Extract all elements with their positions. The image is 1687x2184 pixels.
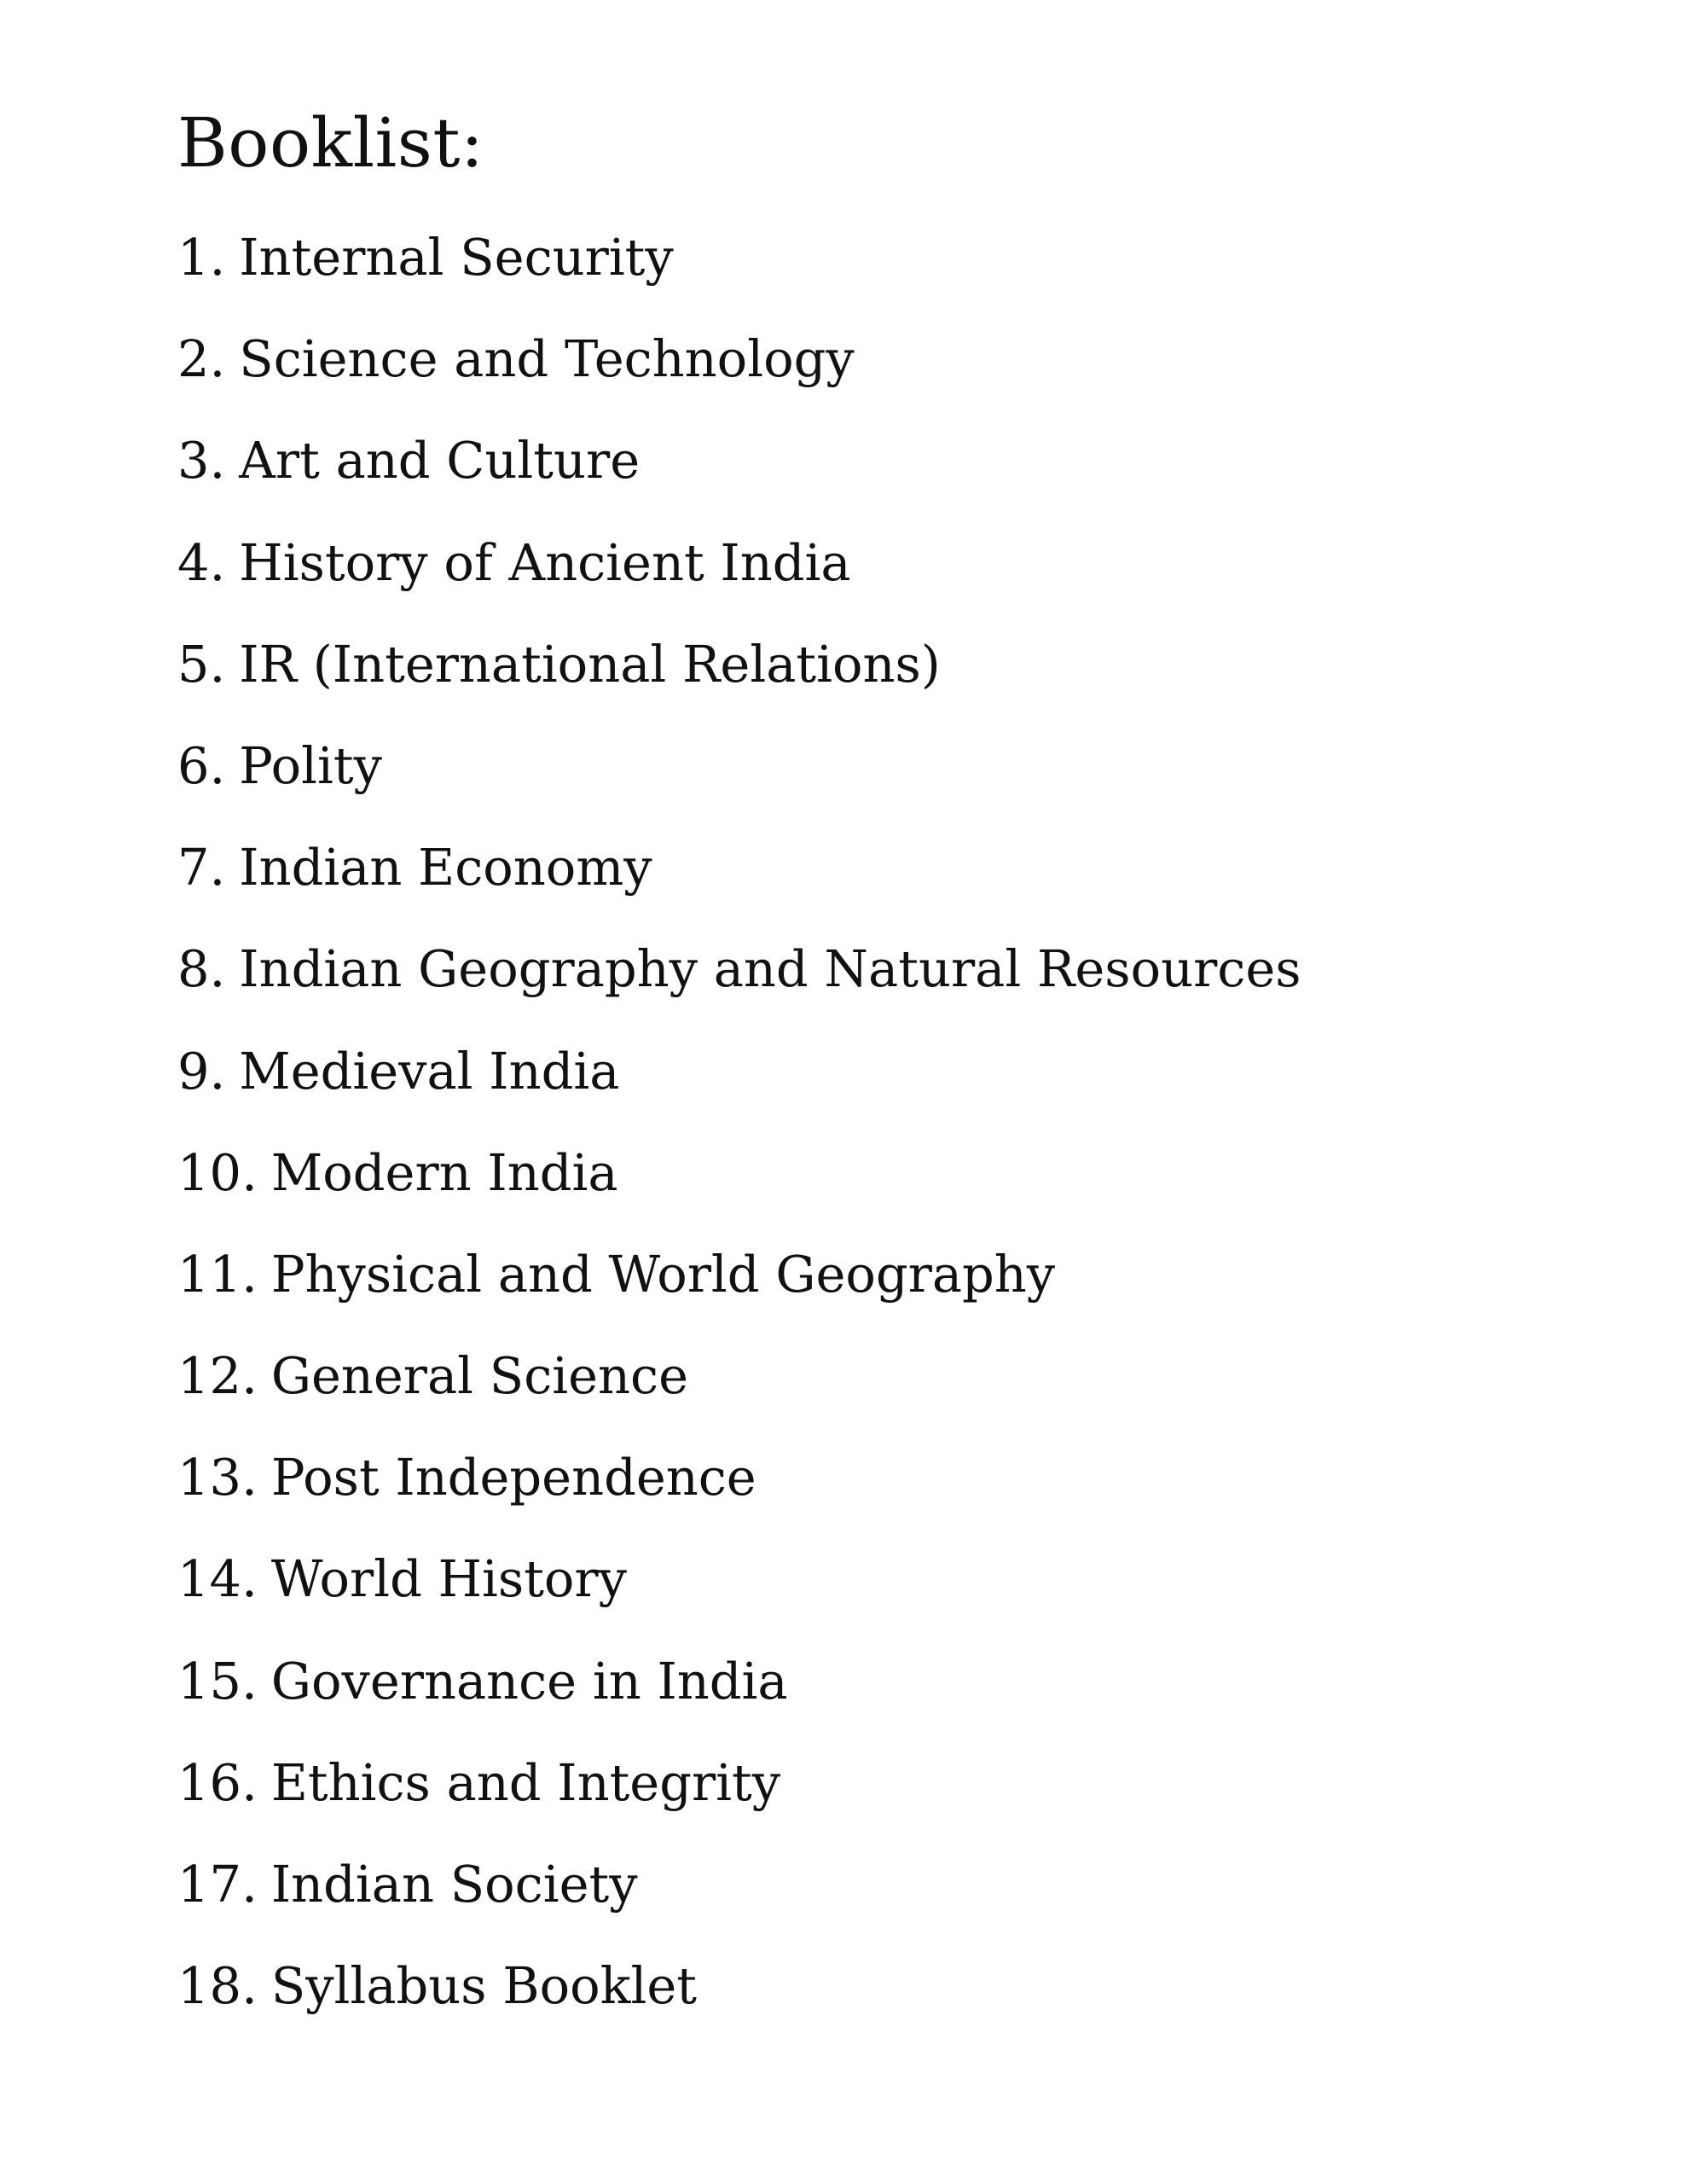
item-title: History of Ancient India bbox=[239, 532, 851, 592]
item-number: 13. bbox=[177, 1448, 258, 1507]
item-number: 8. bbox=[177, 939, 226, 999]
item-number: 11. bbox=[177, 1244, 258, 1304]
item-title: Indian Economy bbox=[239, 838, 652, 897]
list-item bbox=[177, 1647, 1301, 1749]
list-item bbox=[177, 1240, 1301, 1342]
item-title: Ethics and Integrity bbox=[270, 1752, 781, 1812]
item-title: Physical and World Geography bbox=[270, 1244, 1056, 1304]
item-title: World History bbox=[270, 1549, 627, 1609]
booklist bbox=[177, 224, 1301, 2053]
item-number: 15. bbox=[177, 1651, 258, 1711]
list-item bbox=[177, 1037, 1301, 1139]
item-number: 2. bbox=[177, 329, 226, 389]
list-item bbox=[177, 1749, 1301, 1850]
list-item bbox=[177, 1342, 1301, 1443]
item-title: Indian Society bbox=[270, 1855, 638, 1914]
list-item bbox=[177, 1139, 1301, 1240]
page-title: Booklist: bbox=[177, 103, 484, 183]
item-number: 7. bbox=[177, 838, 226, 897]
list-item bbox=[177, 1545, 1301, 1647]
item-title: Indian Geography and Natural Resources bbox=[239, 939, 1301, 999]
list-item bbox=[177, 1850, 1301, 1952]
list-item bbox=[177, 1443, 1301, 1545]
item-number: 12. bbox=[177, 1346, 258, 1406]
item-title: Polity bbox=[239, 735, 382, 795]
item-title: Governance in India bbox=[270, 1651, 788, 1711]
item-title: Internal Security bbox=[239, 228, 674, 287]
item-title: Art and Culture bbox=[239, 431, 641, 491]
list-item bbox=[177, 834, 1301, 935]
list-item bbox=[177, 224, 1301, 325]
list-item bbox=[177, 630, 1301, 732]
list-item bbox=[177, 935, 1301, 1037]
item-number: 17. bbox=[177, 1855, 258, 1914]
list-item bbox=[177, 529, 1301, 630]
list-item bbox=[177, 325, 1301, 427]
item-title: Post Independence bbox=[270, 1448, 757, 1507]
item-number: 4. bbox=[177, 532, 226, 592]
list-item bbox=[177, 427, 1301, 528]
item-title: Medieval India bbox=[239, 1041, 620, 1101]
item-title: IR (International Relations) bbox=[239, 634, 941, 694]
item-title: Modern India bbox=[270, 1142, 618, 1202]
list-item bbox=[177, 732, 1301, 834]
item-title: General Science bbox=[270, 1346, 689, 1406]
item-number: 14. bbox=[177, 1549, 258, 1609]
item-number: 6. bbox=[177, 735, 226, 795]
item-number: 9. bbox=[177, 1041, 226, 1101]
item-number: 16. bbox=[177, 1752, 258, 1812]
item-title: Syllabus Booklet bbox=[270, 1956, 697, 2016]
item-title: Science and Technology bbox=[239, 329, 855, 389]
item-number: 18. bbox=[177, 1956, 258, 2016]
item-number: 1. bbox=[177, 228, 226, 287]
item-number: 3. bbox=[177, 431, 226, 491]
item-number: 5. bbox=[177, 634, 226, 694]
item-number: 10. bbox=[177, 1142, 258, 1202]
list-item bbox=[177, 1952, 1301, 2053]
